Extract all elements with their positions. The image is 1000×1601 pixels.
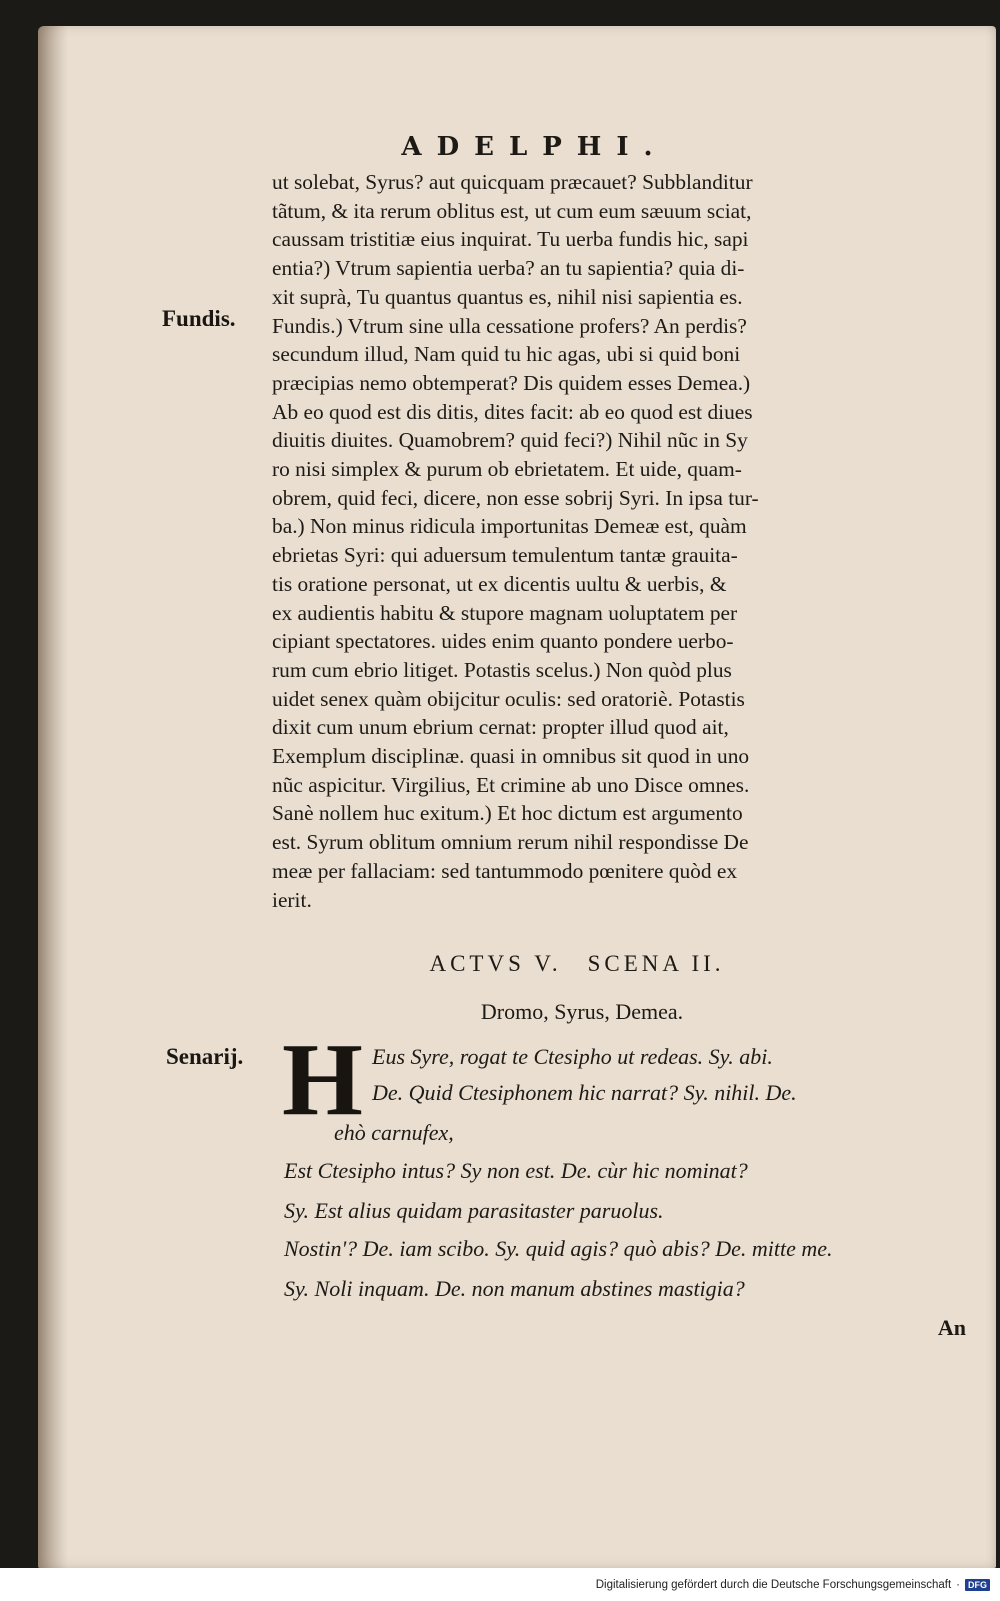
character-list: Dromo, Syrus, Demea. <box>480 999 684 1024</box>
commentary-text <box>272 168 962 914</box>
commentary-line: ba.) Non minus ridicula importunitas Demeæ est, quàm <box>272 514 747 539</box>
verse-line: De. Quid Ctesiphonem hic narrat? Sy. nihil. De. <box>372 1080 797 1105</box>
commentary-line: ut solebat, Syrus? aut quicquam præcauet? Subblanditur <box>272 170 753 194</box>
verse-line: Est Ctesipho intus? Sy non est. De. cùr hic nominat? <box>284 1158 748 1183</box>
commentary-line: ebrietas Syri: qui aduersum temulentum tantæ grauita- <box>272 543 738 568</box>
commentary-line: caussam tristitiæ eius inquirat. Tu uerba fundis hic, sapi <box>272 227 749 252</box>
verse-line: Sy. Noli inquam. De. non manum abstines mastigia? <box>284 1276 745 1301</box>
commentary-line: diuitis diuites. Quamobrem? quid feci?) Nihil nũc in Sy <box>272 428 748 453</box>
commentary-line: entia?) Vtrum sapientia uerba? an tu sapientia? quia di- <box>272 256 745 281</box>
margin-note-fundis: Fundis. <box>162 306 236 331</box>
verse-line: ehò carnufex, <box>334 1120 454 1145</box>
commentary-line: Sanè nollem huc exitum.) Et hoc dictum est argumento <box>272 801 743 826</box>
commentary-line: tis oratione personat, ut ex dicentis uultu & uerbis, & <box>272 571 727 596</box>
commentary-line: meæ per fallaciam: sed tantummodo pœnitere quòd ex <box>272 858 738 883</box>
commentary-line: Exemplum disciplinæ. quasi in omnibus sit quod in uno <box>272 744 750 769</box>
commentary-line: nũc aspicitur. Virgilius, Et crimine ab uno Disce omnes. <box>272 772 750 797</box>
margin-note-senarii: Senarij. <box>166 1044 244 1069</box>
commentary-line: dixit cum unum ebrium cernat: propter illud quod ait, <box>272 715 729 740</box>
scene-heading <box>38 951 996 977</box>
commentary-line: obrem, quid feci, dicere, non esse sobrij Syri. In ipsa tur- <box>272 485 759 510</box>
dfg-logo-icon: DFG <box>965 1579 990 1591</box>
digitization-footer: Digitalisierung gefördert durch die Deutsche Forschungsgemeinschaft · DFG <box>596 1576 990 1594</box>
commentary-line: ro nisi simplex & purum ob ebrietatem. Et uide, quam- <box>272 457 742 482</box>
commentary-line: uidet senex quàm obijcitur oculis: sed oratoriè. Potastis <box>272 686 745 711</box>
verse-line: Eus Syre, rogat te Ctesipho ut redeas. Sy. abi. <box>372 1044 773 1069</box>
commentary-line: tãtum, & ita rerum oblitus est, ut cum eum sæuum sciat, <box>272 198 752 223</box>
verse-line: Nostin'? De. iam scibo. Sy. quid agis? quò abis? De. mitte me. <box>284 1236 833 1261</box>
commentary-line: secundum illud, Nam quid tu hic agas, ubi si quid boni <box>272 342 741 367</box>
running-title: ADELPHI. <box>401 132 668 162</box>
commentary-line: ex audientis habitu & stupore magnam uoluptatem per <box>272 600 738 625</box>
commentary-line: præcipias nemo obtemperat? Dis quidem esses Demea.) <box>272 370 751 395</box>
spine-shadow <box>38 26 68 1568</box>
commentary-line: Ab eo quod est dis ditis, dites facit: ab eo quod est diues <box>272 399 753 424</box>
commentary-line: Fundis.) Vtrum sine ulla cessatione profers? An perdis? <box>272 313 747 338</box>
commentary-line: est. Syrum oblitum omnium rerum nihil respondisse De <box>272 830 749 855</box>
verse-line: Sy. Est alius quidam parasitaster paruolus. <box>284 1198 664 1223</box>
commentary-line: xit suprà, Tu quantus quantus es, nihil nisi sapientia es. <box>272 284 743 309</box>
commentary-line: rum cum ebrio litiget. Potastis scelus.) Non quòd plus <box>272 657 732 682</box>
book-page <box>38 26 996 1568</box>
catchword: An <box>937 1315 966 1340</box>
footer-credit: Digitalisierung gefördert durch die Deutsche Forschungsgemeinschaft <box>595 1579 952 1591</box>
act-label: ACTVS V. <box>429 951 562 976</box>
commentary-line: ierit. <box>272 887 312 912</box>
commentary-line: cipiant spectatores. uides enim quanto pondere uerbo- <box>272 629 734 654</box>
scene-label: SCENA II. <box>587 951 725 976</box>
drop-cap: H <box>282 1022 363 1137</box>
